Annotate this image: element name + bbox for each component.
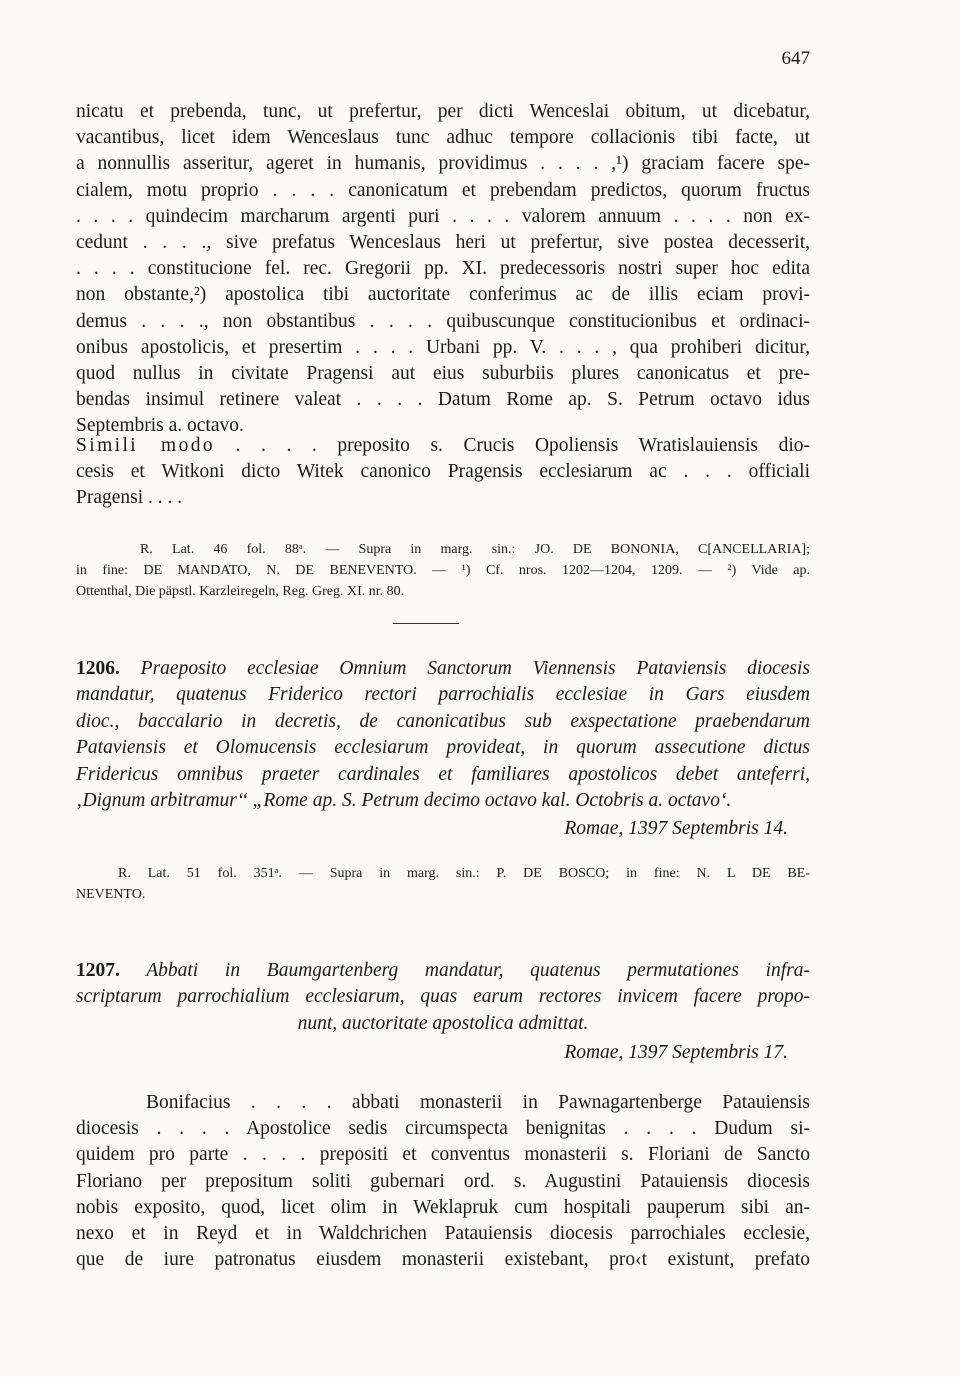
note-line: in fine: DE MANDATO, N. DE BENEVENTO. — ¹) Cf. nros. 1202—1204, 1209. — ²) Vide ap. xyxy=(76,562,810,578)
entry-1206-regest xyxy=(76,656,810,814)
text-line: que de iure patronatus eiusdem monasterii existebant, pro‹t existunt, prefato xyxy=(76,1249,810,1271)
simili-spaced-words: Simili modo xyxy=(76,435,216,456)
note-line: Ottenthal, Die päpstl. Karzleiregeln, Reg. Greg. XI. nr. 80. xyxy=(76,583,405,599)
date-line: Romae, 1397 Septembris 17. xyxy=(564,1042,788,1063)
text-line: onibus apostolicis, et presertim . . . . Urbani pp. V. . . . , qua prohiberi dicitur, xyxy=(76,336,810,358)
separator-rule xyxy=(393,623,459,624)
simili-paragraph xyxy=(76,433,810,512)
text-line: nobis exposito, quod, licet olim in Weklapruk cum hospitali pauperum sibi an- xyxy=(76,1196,810,1218)
text-line: Bonifacius . . . . abbati monasterii in Pawnagartenberge Patauiensis xyxy=(146,1092,810,1113)
footnotes-1206 xyxy=(76,864,810,906)
text-line: cialem, motu proprio . . . . canonicatum et prebendam predictos, quorum fructus xyxy=(76,179,810,201)
text-line: Pragensi . . . . xyxy=(76,487,183,509)
entry-1207-regest xyxy=(76,958,810,1037)
text-line: cesis et Witkoni dicto Witek canonico Pragensis ecclesiarum ac . . . officiali xyxy=(76,461,810,483)
text-line: . . . . quindecim marcharum argenti puri . . . . valorem annuum . . . . non ex- xyxy=(76,205,810,227)
regest-line: Fridericus omnibus praeter cardinales et familiares apostolicos debet anteferri, xyxy=(76,763,810,785)
regest-line: Praeposito ecclesiae Omnium Sanctorum Viennensis Pataviensis diocesis xyxy=(119,658,810,679)
text-line: . . . . preposito s. Crucis Opoliensis Wratislauiensis dio- xyxy=(215,435,810,456)
text-line: Septembris a. octavo. xyxy=(76,415,244,437)
text-line: Floriano per prepositum soliti gubernari ord. s. Augustini Patauiensis diocesis xyxy=(76,1170,810,1192)
entry-number: 1206. xyxy=(76,658,120,679)
regest-line: Pataviensis et Olomucensis ecclesiarum provideat, in quorum assecutione dictus xyxy=(76,737,810,759)
text-line: nicatu et prebenda, tunc, ut prefertur, per dicti Wenceslai obitum, ut dicebatur, xyxy=(76,101,810,122)
text-line: bendas insimul retinere valeat . . . . Datum Rome ap. S. Petrum octavo idus xyxy=(76,389,810,411)
text-line: cedunt . . . ., sive prefatus Wenceslaus heri ut prefertur, sive postea decesserit, xyxy=(76,232,810,254)
note-line: NEVENTO. xyxy=(76,886,146,902)
note-line: R. Lat. 46 fol. 88ᵃ. — Supra in marg. sin.: JO. DE BONONIA, C[ANCELLARIA]; xyxy=(140,542,810,557)
note-line: R. Lat. 51 fol. 351ᵃ. — Supra in marg. sin.: P. DE BOSCO; in fine: N. L DE BE- xyxy=(118,866,810,881)
text-line: quod nullus in civitate Pragensi aut eius suburbiis plures canonicatus et pre- xyxy=(76,363,810,385)
main-text-block xyxy=(76,99,810,440)
text-line: quidem pro parte . . . . prepositi et conventus monasterii s. Floriani de Sancto xyxy=(76,1144,810,1166)
text-line: a nonnullis asseritur, ageret in humanis, providimus . . . . ,¹) graciam facere spe- xyxy=(76,153,810,175)
date-line: Romae, 1397 Septembris 14. xyxy=(564,818,788,839)
text-line: non obstante,²) apostolica tibi auctoritate conferimus ac de illis eciam provi- xyxy=(76,284,810,306)
regest-line: nunt, auctoritate apostolica admittat. xyxy=(297,1012,589,1034)
text-line: nexo et in Reyd et in Waldchrichen Patauiensis diocesis parrochiales ecclesie, xyxy=(76,1223,810,1245)
regest-line: dioc., baccalario in decretis, de canonicatibus sub exspectatione praebendarum xyxy=(76,710,810,732)
regest-line: Abbati in Baumgartenberg mandatur, quatenus permutationes infra- xyxy=(119,960,810,981)
entry-1207-text xyxy=(76,1090,810,1273)
regest-line: scriptarum parrochialium ecclesiarum, quas earum rectores invicem facere propo- xyxy=(76,986,810,1008)
text-line: vacantibus, licet idem Wenceslaus tunc adhuc tempore collacionis tibi facte, ut xyxy=(76,127,810,149)
page-number: 647 xyxy=(781,48,810,69)
text-line: demus . . . ., non obstantibus . . . . quibuscunque constitucionibus et ordinaci- xyxy=(76,310,810,332)
regest-line: mandatur, quatenus Friderico rectori parrochialis ecclesiae in Gars eiusdem xyxy=(76,684,810,706)
text-line: . . . . constitucione fel. rec. Gregorii pp. XI. predecessoris nostri super hoc edita xyxy=(76,258,810,280)
entry-number: 1207. xyxy=(76,960,120,981)
text-line: diocesis . . . . Apostolice sedis circumspecta benignitas . . . . Dudum si- xyxy=(76,1118,810,1140)
regest-line: ‚Dignum arbitramur‘‘ „Rome ap. S. Petrum decimo octavo kal. Octobris a. octavo‘. xyxy=(76,790,732,812)
entry-1206-date-block xyxy=(76,816,810,842)
footnotes-1205 xyxy=(76,540,810,602)
entry-1207-date-block xyxy=(76,1040,810,1066)
